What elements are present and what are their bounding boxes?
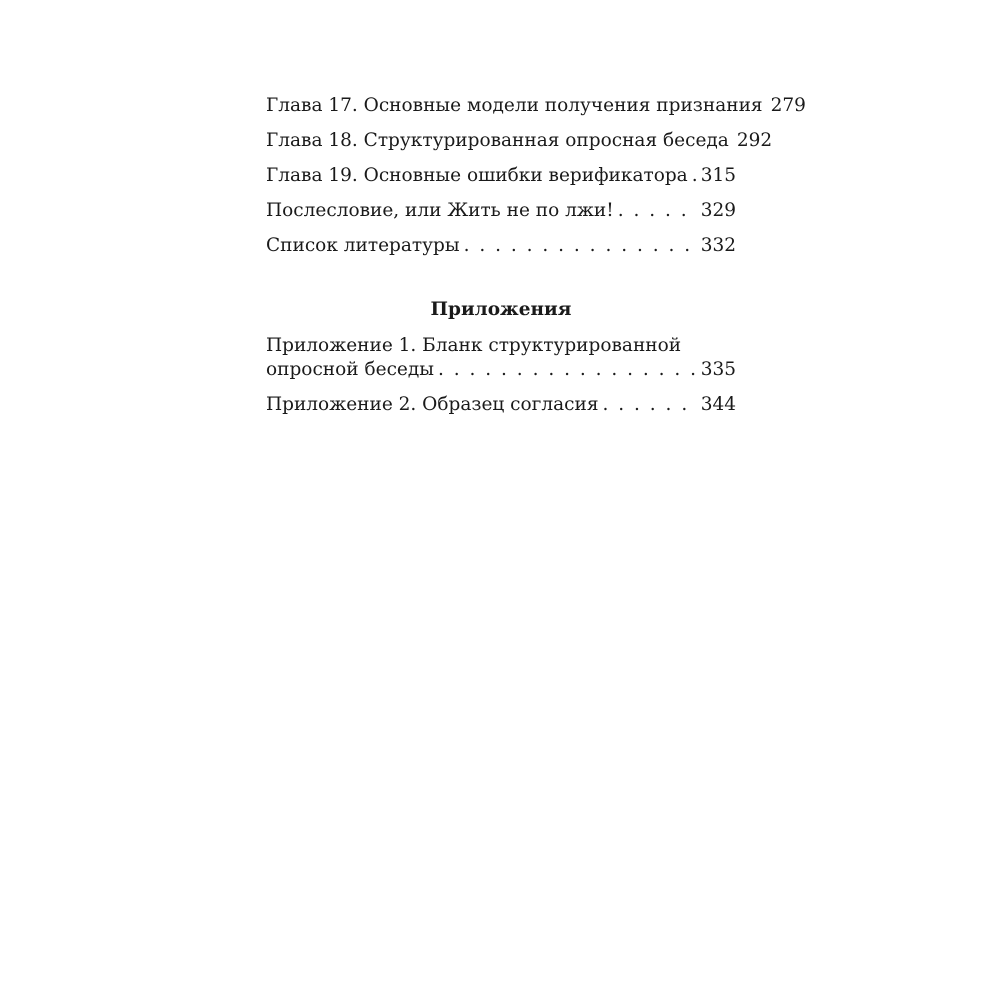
toc-entry-page: 332 — [700, 235, 736, 256]
toc-entry-appendix-2[interactable] — [266, 393, 736, 417]
dot-leader — [464, 234, 697, 258]
toc-entry-bibliography[interactable] — [266, 234, 736, 258]
dot-leader — [438, 358, 697, 382]
toc-entry-title: Список литературы — [266, 235, 460, 256]
toc-entry-line-2 — [266, 358, 736, 382]
toc-entry-page: 335 — [700, 359, 736, 380]
toc-entry-title: Послесловие, или Жить не по лжи! — [266, 200, 614, 221]
toc-entry-chapter-19[interactable] — [266, 164, 736, 188]
toc-entry-chapter-18[interactable] — [266, 129, 773, 153]
toc-entry-title: Глава 19. Основные ошибки верификатора — [266, 165, 688, 186]
toc-entry-page: 315 — [700, 165, 736, 186]
appendices-list — [266, 334, 736, 428]
toc-entry-page: 344 — [700, 394, 736, 415]
toc-entry-chapter-17[interactable] — [266, 94, 806, 118]
toc-entry-page: 329 — [700, 200, 736, 221]
dot-leader — [618, 199, 697, 223]
toc-entry-afterword[interactable] — [266, 199, 736, 223]
dot-leader — [603, 393, 697, 417]
dot-leader — [692, 164, 697, 188]
toc-entry-title: Приложение 2. Образец согласия — [266, 394, 599, 415]
toc-entry-title-line-2: опросной беседы — [266, 359, 434, 380]
toc-entry-title: Глава 17. Основные модели получения признания — [266, 95, 763, 116]
appendices-heading: Приложения — [430, 299, 572, 320]
toc-entry-title-line-1: Приложение 1. Бланк структурированной — [266, 335, 682, 356]
toc-entry-appendix-1[interactable] — [266, 334, 736, 382]
toc-entry-page: 279 — [770, 95, 806, 116]
toc-entry-page: 292 — [736, 130, 773, 151]
toc-entry-title: Глава 18. Структурированная опросная беседа — [266, 130, 729, 151]
table-of-contents — [266, 94, 806, 269]
